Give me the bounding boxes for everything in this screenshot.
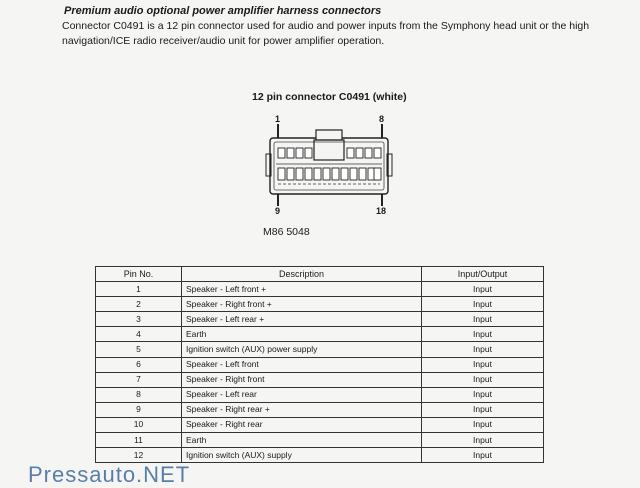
table-row xyxy=(96,357,544,372)
pin-io: Input xyxy=(422,357,544,372)
pin-number: 8 xyxy=(96,387,182,402)
watermark-logo: Pressauto.NET xyxy=(28,462,191,487)
connector-latch-body xyxy=(314,140,344,160)
pin-description: Ignition switch (AUX) power supply xyxy=(182,342,422,357)
column-header-pin: Pin No. xyxy=(96,267,182,282)
pin-label-top-right: 8 xyxy=(379,114,385,124)
pin-description: Speaker - Left front + xyxy=(182,282,422,297)
pin-io: Input xyxy=(422,297,544,312)
connector-diagram xyxy=(264,120,394,210)
pin-description: Speaker - Right rear xyxy=(182,417,422,432)
table-row xyxy=(96,372,544,387)
pin-description: Speaker - Right front + xyxy=(182,297,422,312)
pin-io: Input xyxy=(422,433,544,448)
top-row-cavities xyxy=(278,148,381,158)
intro-paragraph: Connector C0491 is a 12 pin connector used for audio and power inputs from the Symphony head unit or the high navigation/ICE radio receiver/audio unit for power amplifier operation. xyxy=(62,20,590,47)
pin-io: Input xyxy=(422,448,544,463)
pin-io: Input xyxy=(422,327,544,342)
pin-label-bottom-left: 9 xyxy=(275,206,281,216)
pin-number: 11 xyxy=(96,433,182,448)
table-row xyxy=(96,297,544,312)
pin-io: Input xyxy=(422,312,544,327)
pin-io: Input xyxy=(422,417,544,432)
pin-description: Earth xyxy=(182,327,422,342)
table-row xyxy=(96,387,544,402)
pin-description: Speaker - Right rear + xyxy=(182,402,422,417)
pin-description: Speaker - Right front xyxy=(182,372,422,387)
pin-description: Speaker - Left rear xyxy=(182,387,422,402)
pin-label-top-left: 1 xyxy=(275,114,281,124)
pin-number: 2 xyxy=(96,297,182,312)
pin-description: Earth xyxy=(182,433,422,448)
pin-number: 12 xyxy=(96,448,182,463)
pin-number: 5 xyxy=(96,342,182,357)
pin-table xyxy=(95,266,544,463)
connector-latch xyxy=(316,130,342,140)
pin-description: Ignition switch (AUX) supply xyxy=(182,448,422,463)
figure-reference: M86 5048 xyxy=(263,226,310,238)
pin-io: Input xyxy=(422,342,544,357)
diagram-title: 12 pin connector C0491 (white) xyxy=(252,91,407,103)
table-row xyxy=(96,327,544,342)
column-header-description: Description xyxy=(182,267,422,282)
table-row xyxy=(96,448,544,463)
table-header-row xyxy=(96,267,544,282)
pin-io: Input xyxy=(422,387,544,402)
table-row xyxy=(96,342,544,357)
pin-number: 10 xyxy=(96,417,182,432)
table-row xyxy=(96,282,544,297)
table-row xyxy=(96,312,544,327)
pin-number: 9 xyxy=(96,402,182,417)
pin-io: Input xyxy=(422,402,544,417)
pin-number: 3 xyxy=(96,312,182,327)
column-header-io: Input/Output xyxy=(422,267,544,282)
table-row xyxy=(96,433,544,448)
pin-number: 6 xyxy=(96,357,182,372)
table-row xyxy=(96,417,544,432)
bottom-row-cavities xyxy=(278,168,381,180)
table-row xyxy=(96,402,544,417)
pin-number: 7 xyxy=(96,372,182,387)
pin-description: Speaker - Left rear + xyxy=(182,312,422,327)
pin-label-bottom-right: 18 xyxy=(376,206,387,216)
document-heading: Premium audio optional power amplifier harness connectors xyxy=(64,5,382,17)
pin-number: 4 xyxy=(96,327,182,342)
pin-number: 1 xyxy=(96,282,182,297)
pin-io: Input xyxy=(422,282,544,297)
connector-housing xyxy=(270,138,388,194)
pin-description: Speaker - Left front xyxy=(182,357,422,372)
pin-io: Input xyxy=(422,372,544,387)
